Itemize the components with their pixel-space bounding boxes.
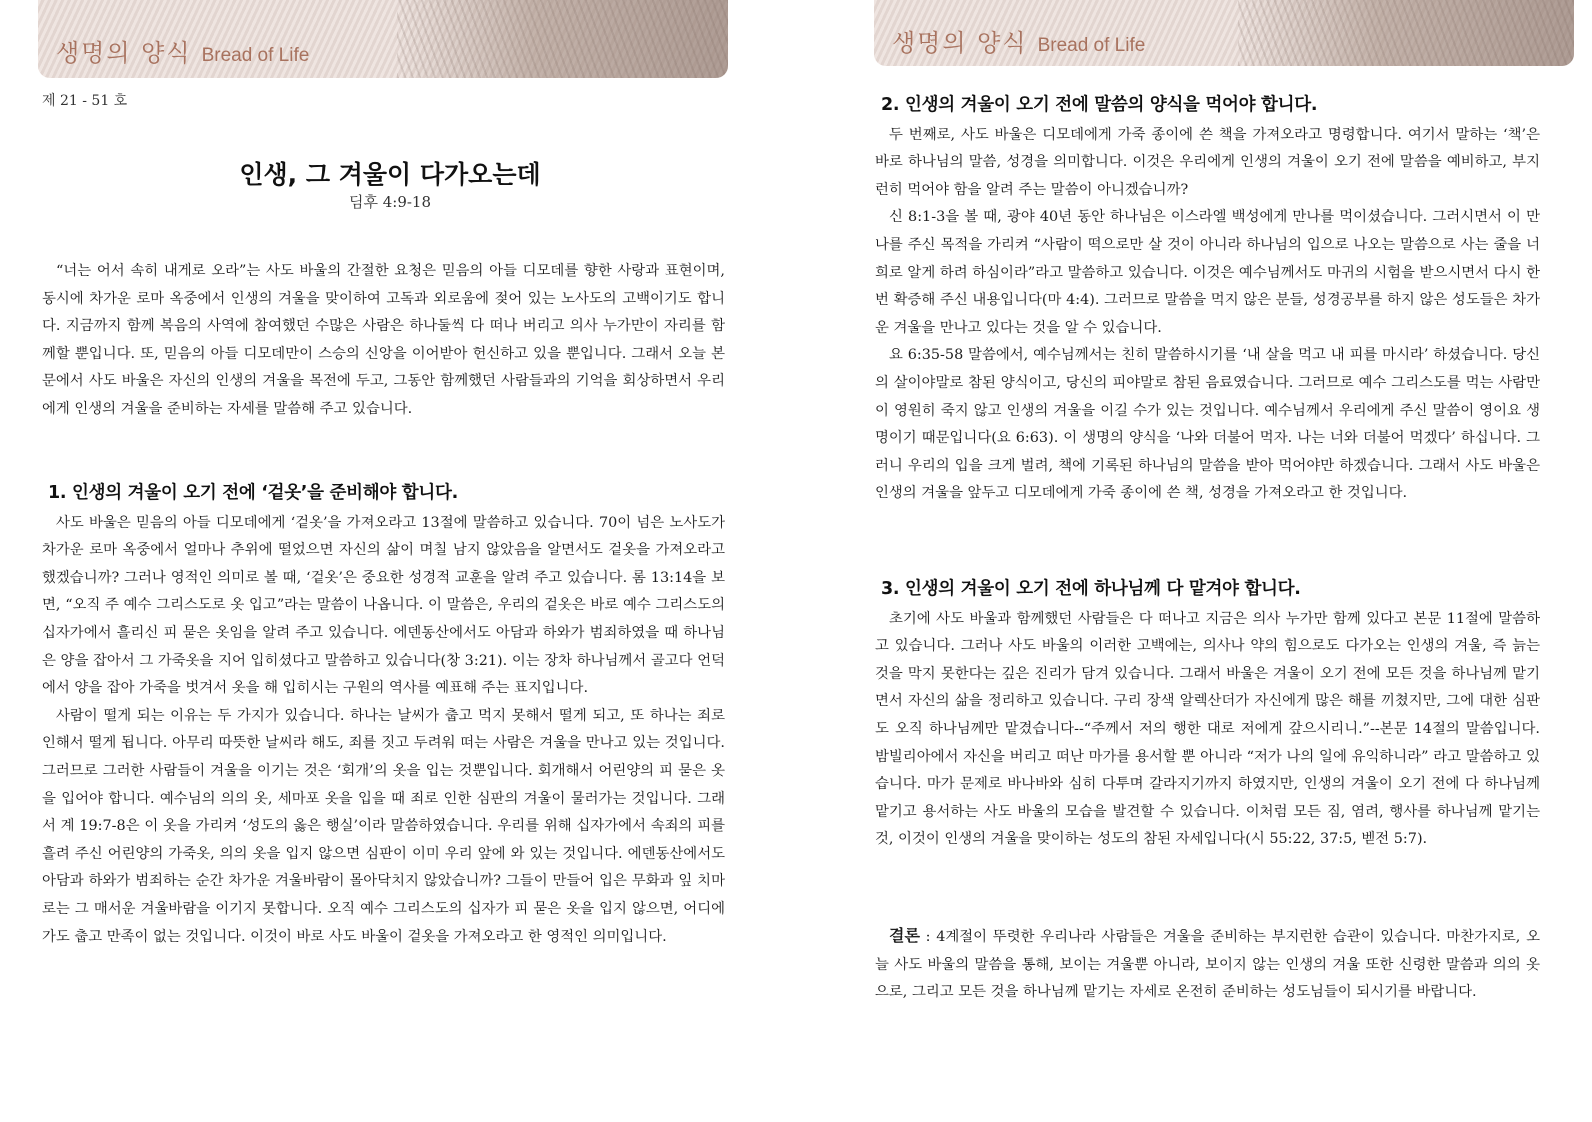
banner-title-english: Bread of Life: [1037, 35, 1146, 56]
header-banner: [874, 0, 1574, 66]
conclusion-paragraph: [875, 922, 1540, 1007]
intro-section: [42, 258, 725, 424]
header-banner: [38, 0, 728, 78]
section-2-paragraph-3: 요 6:35-58 말씀에서, 예수님께서는 친히 말씀하시기를 ‘내 살을 먹고 내 피를 마시라’ 하셨습니다. 당신의 살이야말로 참된 양식이고, 당신의 피야말로 참된 음료였습니다. 그러므로 예수 그리스도를 먹는 사람만이 영원히 죽지 않고 인생의 겨울을 이길 수가 있는 것입니다. 예수님께서 우리에게 주신 말씀이 영이요 생명이기 때문입니다(요 6:63). 이 생명의 양식을 ‘나와 더불어 먹자. 나는 너와 더불어 먹겠다’ 하십니다. 그러니 우리의 입을 크게 벌려, 책에 기록된 하나님의 말씀을 받아 먹어야만 하겠습니다. 그래서 사도 바울은 인생의 겨울을 앞두고 디모데에게 가죽 종이에 쓴 책, 성경을 가져오라고 한 것입니다.: [875, 347, 1540, 502]
section-2: [875, 92, 1540, 508]
conclusion-section: [875, 922, 1540, 1007]
section-2-paragraph-2: 신 8:1-3을 볼 때, 광야 40년 동안 하나님은 이스라엘 백성에게 만나를 먹이셨습니다. 그러시면서 이 만나를 주신 목적을 가리켜 “사람이 떡으로만 살 것이 아니라 하나님의 입으로 나오는 말씀으로 사는 줄을 너희로 알게 하려 하심이라”라고 말씀하고 있습니다. 이것은 예수님께서도 마귀의 시험을 받으시면서 다시 한번 확증해 주신 내용입니다(마 4:4). 그러므로 말씀을 먹지 않은 분들, 성경공부를 하지 않은 성도들은 차가운 겨울을 만나고 있다는 것을 알 수 있습니다.: [875, 209, 1540, 336]
section-3-heading: 3. 인생의 겨울이 오기 전에 하나님께 다 맡겨야 합니다.: [881, 579, 1301, 599]
sermon-title: 인생, 그 겨울이 다가오는데: [239, 160, 541, 189]
section-3: [875, 576, 1540, 854]
left-page: [0, 0, 780, 1122]
section-1: [42, 480, 725, 951]
section-1-paragraph-1: 사도 바울은 믿음의 아들 디모데에게 ‘겉옷’을 가져오라고 13절에 말씀하고 있습니다. 70이 넘은 노사도가 차가운 로마 옥중에서 얼마나 추위에 떨었으면 자신의 삶이 며칠 남지 않았음을 알면서도 겉옷을 가져오라고 했겠습니까? 그러나 영적인 의미로 볼 때, ‘겉옷’은 중요한 성경적 교훈을 알려 주고 있습니다. 롬 13:14을 보면, “오직 주 예수 그리스도로 옷 입고”라는 말씀이 나옵니다. 이 말씀은, 우리의 겉옷은 바로 예수 그리스도의 십자가에서 흘리신 피 묻은 옷임을 알려 주고 있습니다. 에덴동산에서도 아담과 하와가 범죄하였을 때 하나님은 양을 잡아서 그 가죽옷을 지어 입히셨다고 말씀하고 있습니다(창 3:21). 이는 장차 하나님께서 골고다 언덕에서 양을 잡아 가죽을 벗겨서 옷을 해 입히시는 구원의 역사를 예표해 주는 표지입니다.: [42, 514, 725, 697]
section-3-paragraph-1: 초기에 사도 바울과 함께했던 사람들은 다 떠나고 지금은 의사 누가만 함께 있다고 본문 11절에 말씀하고 있습니다. 그러나 사도 바울의 이러한 고백에는, 의사나 약의 힘으로도 다가오는 인생의 겨울, 즉 늙는 것을 막지 못한다는 깊은 진리가 담겨 있습니다. 그래서 바울은 겨울이 오기 전에 모든 것을 하나님께 맡기면서 자신의 삶을 정리하고 있습니다. 구리 장색 알렉산더가 자신에게 많은 해를 끼쳤지만, 그에 대한 심판도 오직 하나님께만 맡겼습니다--“주께서 저의 행한 대로 저에게 갚으시리니.”--본문 14절의 말씀입니다. 밤빌리아에서 자신을 버리고 떠난 마가를 용서할 뿐 아니라 “저가 나의 일에 유익하니라” 라고 말씀하고 있습니다. 마가 문제로 바나바와 심히 다투며 갈라지기까지 하였지만, 인생의 겨울이 오기 전에 다 하나님께 맡기고 용서하는 사도 바울의 모습을 발견할 수 있습니다. 이처럼 모든 짐, 염려, 행사를 하나님께 맡기는 것, 이것이 인생의 겨울을 맞이하는 성도의 참된 자세입니다(시 55:22, 37:5, 벧전 5:7).: [875, 610, 1540, 848]
conclusion-label: 결론: [889, 926, 920, 945]
section-2-heading: 2. 인생의 겨울이 오기 전에 말씀의 양식을 먹어야 합니다.: [881, 95, 1318, 115]
banner-title-korean: 생명의 양식: [892, 29, 1028, 57]
section-1-heading: 1. 인생의 겨울이 오기 전에 ‘겉옷’을 준비해야 합니다.: [48, 483, 458, 503]
scripture-reference: 딤후 4:9-18: [348, 193, 432, 211]
issue-number: 제 21 - 51 호: [42, 93, 128, 109]
banner-title: [56, 33, 309, 68]
section-1-paragraph-2: 사람이 떨게 되는 이유는 두 가지가 있습니다. 하나는 날씨가 춥고 먹지 못해서 떨게 되고, 또 하나는 죄로 인해서 떨게 됩니다. 아무리 따뜻한 날씨라 해도, 죄를 짓고 두려워 떠는 사람은 겨울을 만나고 있는 것입니다. 그러므로 그러한 사람들이 겨울을 이기는 것은 ‘회개’의 옷을 입는 것뿐입니다. 회개해서 어린양의 피 묻은 옷을 입어야 합니다. 예수님의 의의 옷, 세마포 옷을 입을 때 죄로 인한 심판의 겨울이 물러가는 것입니다. 그래서 계 19:7-8은 이 옷을 가리켜 ‘성도의 옳은 행실’이라 말씀하였습니다. 우리를 위해 십자가에서 속죄의 피를 흘려 주신 어린양의 가죽옷, 의의 옷을 입지 않으면 심판이 이미 우리 앞에 와 있는 것입니다. 에덴동산에서도 아담과 하와가 범죄하는 순간 차가운 겨울바람이 몰아닥치지 않았습니까? 그들이 만들어 입은 무화과 잎 치마로는 그 매서운 겨울바람을 이기지 못합니다. 오직 예수 그리스도의 십자가 피 묻은 옷을 입지 않으면, 어디에 가도 춥고 만족이 없는 것입니다. 이것이 바로 사도 바울이 겉옷을 가져오라고 한 영적인 의미입니다.: [42, 707, 725, 945]
conclusion-text: 4계절이 뚜렷한 우리나라 사람들은 겨울을 준비하는 부지런한 습관이 있습니다. 마찬가지로, 오늘 사도 바울의 말씀을 통해, 보이는 겨울뿐 아니라, 보이지 않는 인생의 겨울 또한 신령한 말씀과 의의 옷으로, 그리고 모든 것을 하나님께 맡기는 자세로 온전히 준비하는 성도님들이 되시기를 바랍니다.: [875, 929, 1540, 1001]
intro-paragraph: “너는 어서 속히 내게로 오라”는 사도 바울의 간절한 요청은 믿음의 아들 디모데를 향한 사랑과 표현이며, 동시에 차가운 로마 옥중에서 인생의 겨울을 맞이하여 고독과 외로움에 젖어 있는 노사도의 고백이기도 합니다. 지금까지 함께 복음의 사역에 참여했던 수많은 사람은 하나둘씩 다 떠나 버리고 의사 누가만이 자리를 함께할 뿐입니다. 또, 믿음의 아들 디모데만이 스승의 신앙을 이어받아 헌신하고 있을 뿐입니다. 그래서 오늘 본문에서 사도 바울은 자신의 인생의 겨울을 목전에 두고, 그동안 함께했던 사람들과의 기억을 회상하면서 우리에게 인생의 겨울을 준비하는 자세를 말씀해 주고 있습니다.: [42, 263, 725, 417]
banner-title-korean: 생명의 양식: [56, 39, 192, 67]
banner-title: [892, 23, 1145, 58]
section-2-paragraph-1: 두 번째로, 사도 바울은 디모데에게 가죽 종이에 쓴 책을 가져오라고 명령합니다. 여기서 말하는 ‘책’은 바로 하나님의 말씀, 성경을 의미합니다. 이것은 우리에게 인생의 겨울이 오기 전에 말씀을 예비하고, 부지런히 먹어야 함을 알려 주는 말씀이 아니겠습니까?: [875, 126, 1540, 198]
banner-title-english: Bread of Life: [201, 45, 310, 66]
conclusion-separator: :: [919, 929, 937, 945]
